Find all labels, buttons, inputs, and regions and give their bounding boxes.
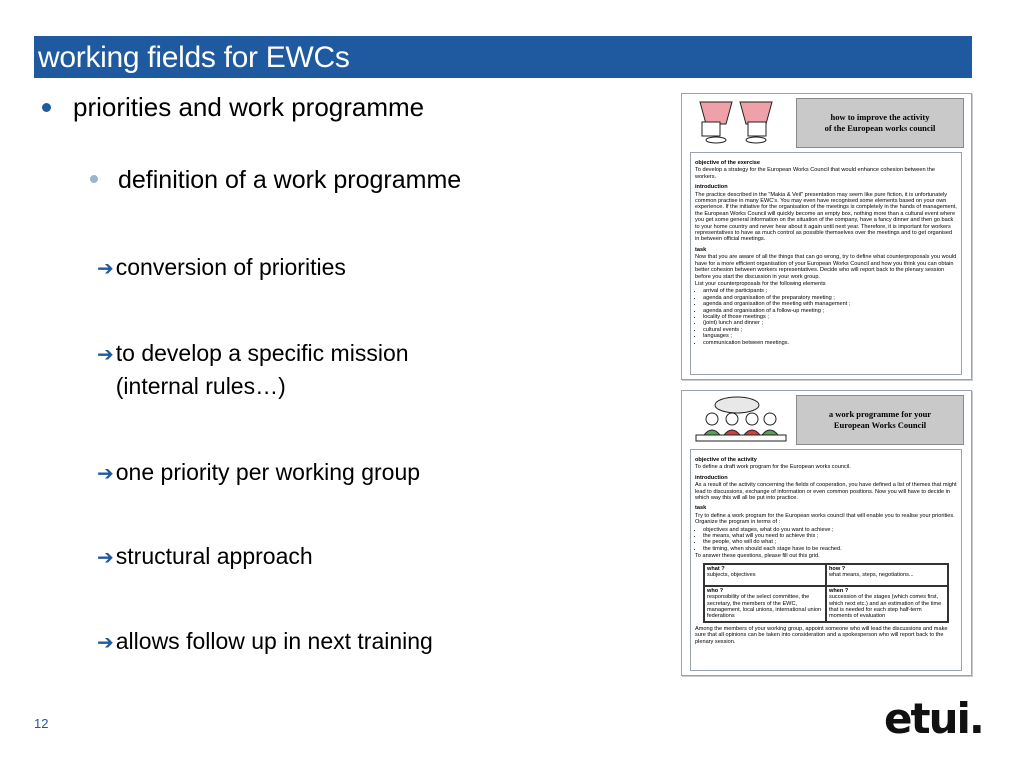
bullet-level2 [90,166,461,195]
doc-title-line: how to improve the activity [830,112,930,122]
doc-list-item: • communication between meetings. [703,340,957,346]
doc-list-item: • (joint) lunch and dinner ; [703,320,957,326]
etui-logo: etui. [884,694,983,743]
doc-grid-cell [826,564,948,586]
doc-grid-text: what means, steps, negotiations... [829,572,914,579]
doc-list-item: • locality of those meetings ; [703,314,957,320]
arrow-item-text: conversion of priorities [115,254,346,280]
arrow-item-text: allows follow up in next training [115,628,433,654]
bullet-dot-icon [42,103,51,112]
doc-paragraph: The practice described in the "Makia & Veil" presentation may seem like pure fiction, it is unfortunately common practise in many EWC's. You may even have recognised some elements based on your own experience. If the initiative for the organisation of the meetings is completely in the hands of management, the European Works Council will quickly become an empty box, nothing more than a cultural event where you get some general information on the situation of the company, have a fancy dinner and then go back to your home country and never hear about it again until next year. Therefore, it is important for workers representatives to have as much control as possible themselves over the meetings and to get organised in between official meetings. [695,191,957,243]
doc-list-item: • cultural events ; [703,327,957,333]
doc-grid-heading: what ? [707,565,725,572]
doc-body [690,449,962,671]
arrow-right-icon: ➔ [97,258,114,280]
doc-list-item: • agenda and organisation of the preparatory meeting ; [703,295,957,301]
bullet-level1 [40,92,424,123]
bullet-level1-text: priorities and work programme [73,92,425,122]
arrow-item-text: one priority per working group [115,459,421,485]
doc-paragraph: To answer these questions, please fill out this grid. [695,553,820,560]
doc-paragraph: Try to define a work program for the European works council that will enable you to realise your priorities. Organize the program in terms of : [695,512,955,526]
doc-title-box [796,395,964,445]
doc-grid-cell [704,564,826,586]
doc-heading: introduction [695,184,728,191]
doc-grid-text: succession of the stages (which comes first, which next etc.) and an estimation of the time that is needed for each step half-term moments of evaluation [829,594,942,620]
doc-header [682,391,971,449]
page-number: 12 [34,716,49,731]
arrow-item [97,337,409,403]
doc-paragraph: Now that you are aware of all the things that can go wrong, try to define what counterproposals you would have for a more efficient organisation of your European Works Council and how you think you can obtain better cohesion between workers representatives. Decide who will report back to the plenary session before you start the discussion in your work group. [695,254,957,280]
doc-list-item: • agenda and organisation of a follow-up meeting ; [703,308,957,314]
document-thumbnail-1 [681,93,972,380]
doc-header [682,94,971,152]
doc-paragraph: As a result of the activity concerning the fields of cooperation, you have defined a list of themes that might lead to discussions, exchange of information or even common positions. Now you will have to decide in which way this will all be put into practice. [695,482,957,502]
doc-title-box [796,98,964,148]
arrow-right-icon: ➔ [97,463,114,485]
doc-body [690,152,962,375]
slide-title: working fields for EWCs [38,41,350,74]
arrow-right-icon: ➔ [97,547,114,569]
doc-title-line: of the European works council [824,123,936,133]
doc-grid [703,563,949,623]
doc-title-line: European Works Council [833,420,927,430]
doc-heading: objective of the activity [695,457,757,463]
doc-list-item: • agenda and organisation of the meeting with management ; [703,301,957,307]
arrow-item [97,625,433,660]
arrow-right-icon: ➔ [97,344,114,366]
doc-paragraph: List your counterproposals for the following elements [695,280,826,287]
doc-title-line: a work programme for your [828,409,932,419]
title-bar [34,36,972,78]
doc-paragraph: To develop a strategy for the European Works Council that would enhance cohesion between the workers. [695,167,935,180]
doc-list-item: • languages ; [703,333,957,339]
doc-list-item: • the people, who will do what ; [703,539,957,545]
doc-grid-heading: when ? [829,587,849,594]
arrow-item-text: to develop a specific mission [115,340,409,366]
doc-list-item: • arrival of the participants ; [703,288,957,294]
bullet-dot-icon [90,175,98,183]
doc-grid-text: subjects, objectives [707,572,756,579]
doc-heading: task [695,505,707,512]
doc-list-item: • the timing, when should each stage have to be reached. [703,546,957,552]
doc-list-item: • the means, what will you need to achieve this ; [703,533,957,539]
doc-paragraph: To define a draft work program for the European works council. [695,464,851,471]
doc-grid-heading: who ? [707,587,724,594]
arrow-item [97,540,313,575]
doc-list [695,288,957,346]
arrow-right-icon: ➔ [97,632,114,654]
doc-heading: objective of the exercise [695,160,760,166]
arrow-item-text: structural approach [115,543,313,569]
doc-paragraph: Among the members of your working group, appoint someone who will lead the discussions and make sure that all opinions can be taken into consideration and a spokesperson who will report back to the plenary session. [695,625,948,645]
arrow-item-text-cont: (internal rules…) [115,373,286,399]
doc-heading: task [695,246,707,253]
doc-grid-text: responsibility of the select committee, the secretary, the members of the EWC, management, local unions, international union federations [707,594,822,620]
doc-list-item: • objectives and stages, what do you want to achieve ; [703,527,957,533]
doc-grid-heading: how ? [829,565,846,572]
bullet-level2-text: definition of a work programme [118,166,462,194]
doc-heading: introduction [695,474,728,481]
arrow-item [97,456,420,491]
doc-grid-cell [704,586,826,622]
meeting-people-illustration [682,391,792,449]
doc-grid-cell [826,586,948,622]
doc-list [695,527,957,553]
document-thumbnail-2 [681,390,972,676]
meeting-glasses-illustration [682,94,792,152]
arrow-item [97,251,346,286]
